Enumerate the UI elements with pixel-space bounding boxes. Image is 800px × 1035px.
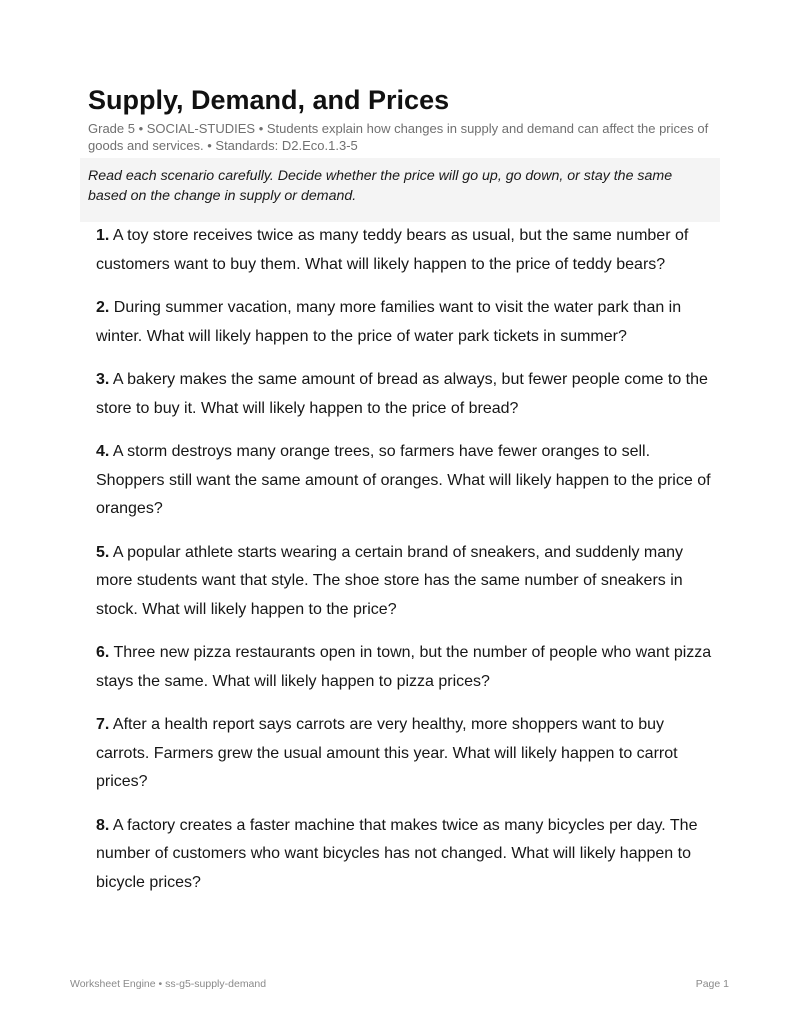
question-item bbox=[96, 539, 721, 625]
question-text: A toy store receives twice as many teddy bears as usual, but the same number of customers want to buy them. What will likely happen to the price of teddy bears? bbox=[96, 227, 689, 273]
question-item bbox=[96, 812, 721, 898]
instructions-box: Read each scenario carefully. Decide whether the price will go up, go down, or stay the same based on the change in supply or demand. bbox=[80, 158, 720, 222]
question-item bbox=[96, 294, 721, 351]
question-number: 5. bbox=[96, 543, 110, 561]
question-number: 3. bbox=[96, 371, 110, 388]
question-text: A factory creates a faster machine that makes twice as many bicycles per day. The number of customers who want bicycles has not changed. What will likely happen to bicycle prices? bbox=[96, 816, 698, 891]
question-item bbox=[96, 639, 721, 696]
question-number: 4. bbox=[96, 443, 110, 460]
question-number: 7. bbox=[96, 716, 110, 733]
question-text: A popular athlete starts wearing a certain brand of sneakers, and suddenly many more students want that style. The shoe store has the same number of sneakers in stock. What will likely happen to the price? bbox=[96, 543, 684, 618]
question-text: A storm destroys many orange trees, so farmers have fewer oranges to sell. Shoppers still want the same amount of oranges. What will likely happen to the price of oranges? bbox=[96, 443, 711, 517]
footer-source: Worksheet Engine • ss-g5-supply-demand bbox=[70, 978, 267, 990]
question-list bbox=[96, 222, 721, 912]
question-item bbox=[96, 711, 721, 797]
question-number: 2. bbox=[96, 299, 110, 316]
question-item bbox=[96, 222, 721, 279]
question-text: During summer vacation, many more families want to visit the water park than in winter. What will likely happen to the price of water park tickets in summer? bbox=[96, 299, 682, 345]
question-text: A bakery makes the same amount of bread as always, but fewer people come to the store to buy it. What will likely happen to the price of bread? bbox=[96, 371, 708, 417]
question-item bbox=[96, 366, 721, 423]
worksheet-subtitle: Grade 5 • SOCIAL-STUDIES • Students explain how changes in supply and demand can affect the prices of goods and services. • Standards: D2.Eco.1.3-5 bbox=[88, 121, 709, 153]
question-number: 6. bbox=[96, 644, 110, 661]
question-text: Three new pizza restaurants open in town, but the number of people who want pizza stays the same. What will likely happen to pizza prices? bbox=[96, 644, 712, 690]
footer-page-number: Page 1 bbox=[695, 978, 729, 990]
question-number: 1. bbox=[96, 227, 110, 244]
question-number: 8. bbox=[96, 816, 110, 834]
page-title: Supply, Demand, and Prices bbox=[88, 85, 450, 115]
question-text: After a health report says carrots are very healthy, more shoppers want to buy carrots. Farmers grew the usual amount this year. What will likely happen to carrot prices? bbox=[96, 716, 678, 790]
question-item bbox=[96, 438, 721, 524]
